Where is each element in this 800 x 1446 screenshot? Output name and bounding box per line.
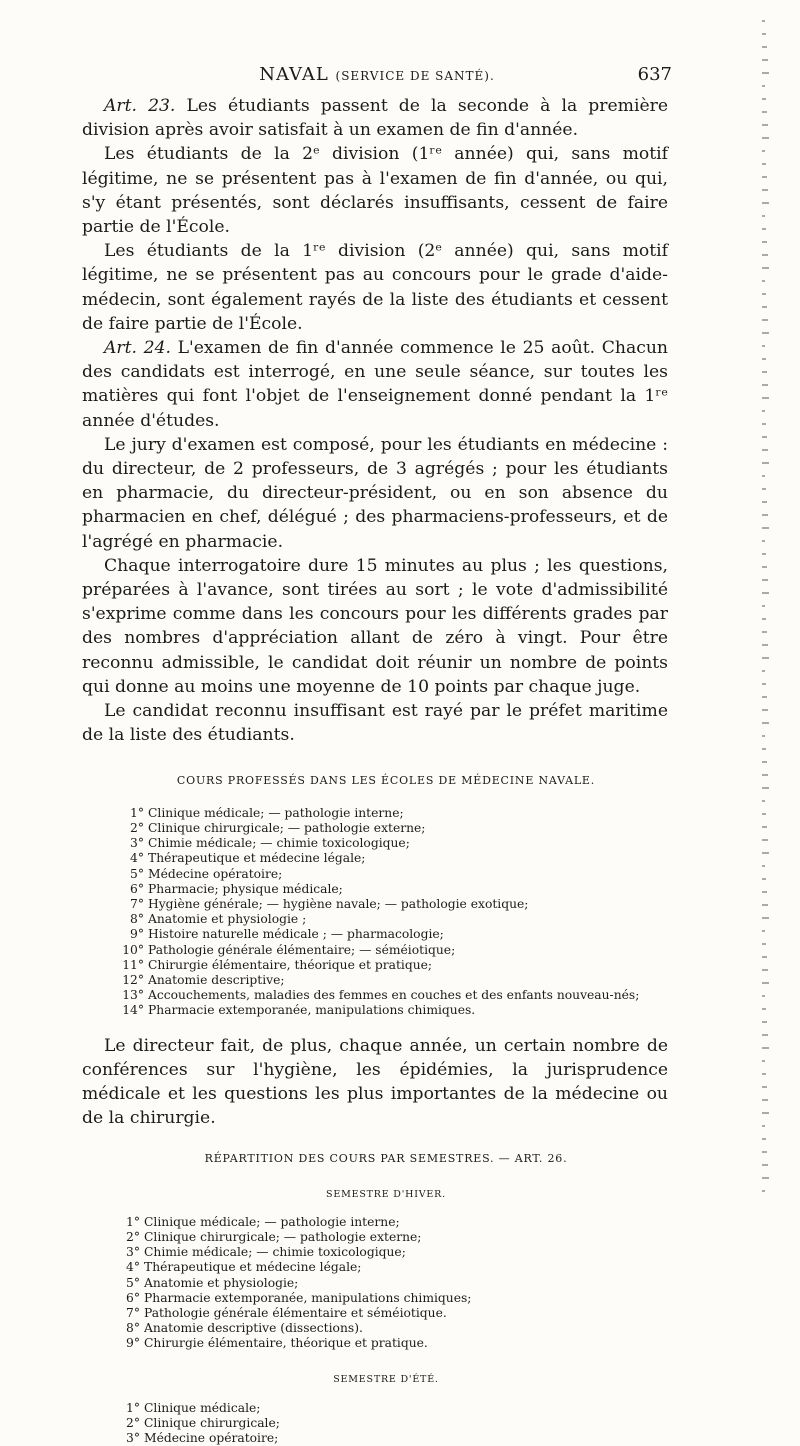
item-text: Pharmacie extemporanée, manipulations chimiques; [144,1290,472,1305]
scan-mark [762,176,767,178]
paragraph-text: Le jury d'examen est composé, pour les étudiants en médecine : du directeur, de 2 professeurs, de 3 agrégés ; pour les étudiants en pharmacie, du directeur-président, ou en son absence du pharmacien en chef, délégué ; des pharmaciens-professeurs, et de l'agrégé en pharmacie. [82,434,668,552]
list-item [116,1003,668,1018]
list-item [112,1306,668,1321]
scan-mark [762,904,768,906]
list-item [116,988,668,1003]
scan-mark [762,254,768,256]
running-title-main: NAVAL [259,64,329,85]
list-item [112,1336,668,1351]
article-paragraph [82,554,668,699]
paragraph-text: L'examen de fin d'année commence le 25 août. Chacun des candidats est interrogé, en une seule séance, sur toutes les matières qui font l'objet de l'enseignement donné pendant la 1ʳᵉ année d'études. [82,338,668,431]
winter-heading: SEMESTRE D'HIVER. [326,1188,446,1200]
scan-mark [762,683,766,685]
scan-mark [762,345,765,347]
scan-mark [762,1177,769,1179]
item-number: 4° [130,851,144,866]
article-paragraph [82,433,668,554]
scan-mark [762,514,768,516]
page-number: 637 [637,64,672,85]
scan-mark [762,475,765,477]
item-number: 10° [122,942,144,957]
scan-mark [762,1138,766,1140]
scan-mark [762,280,765,282]
item-number: 1° [126,1400,140,1415]
scan-mark [762,163,766,165]
item-text: Pharmacie; physique médicale; [148,881,343,896]
scan-mark [762,1034,768,1036]
scan-mark [762,501,767,503]
scan-mark [762,748,766,750]
scan-mark [762,46,767,48]
list-item [116,958,668,973]
scan-mark [762,839,768,841]
scan-mark [762,462,769,464]
item-number: 9° [126,1336,140,1351]
list-item [112,1431,668,1446]
scan-mark [762,1060,765,1062]
list-item [116,806,668,821]
list-item [112,1260,668,1275]
scan-mark [762,488,766,490]
item-text: Anatomie descriptive; [148,972,285,987]
scan-mark [762,670,765,672]
scan-mark [762,644,768,646]
article-paragraph [82,336,668,433]
scan-mark [762,917,769,919]
courses-heading: COURS PROFESSÉS DANS LES ÉCOLES DE MÉDECINE NAVALE. [176,774,596,788]
scan-mark [762,410,765,412]
item-number: 8° [130,912,144,927]
list-item [112,1215,668,1230]
scan-mark [762,709,768,711]
paragraph-text: Les étudiants de la 2ᵉ division (1ʳᵉ année) qui, sans motif légitime, ne se présentent pas à l'examen de fin d'année, ou qui, s'y étant présentés, sont déclarés insuffisants, cessent de faire partie de l'École. [82,144,668,238]
list-item [112,1245,668,1260]
summer-courses-list [112,1401,668,1446]
winter-courses-list [112,1215,668,1352]
scan-mark [762,397,769,399]
item-text: Clinique médicale; — pathologie interne; [148,805,404,820]
list-item [116,882,668,897]
item-text: Clinique chirurgicale; — pathologie externe; [148,820,426,835]
list-item [116,912,668,927]
scan-mark [762,72,769,74]
article-number: Art. 23. [104,96,176,116]
scan-mark [762,696,767,698]
item-number: 2° [126,1229,140,1244]
list-item [112,1416,668,1431]
list-item [116,943,668,958]
list-item [116,897,668,912]
scan-mark [762,20,765,22]
item-number: 5° [130,866,144,881]
item-text: Accouchements, maladies des femmes en couches et des enfants nouveau-nés; [148,988,640,1003]
scan-mark [762,800,765,802]
scan-mark [762,189,768,191]
item-text: Chimie médicale; — chimie toxicologique; [144,1245,406,1260]
list-item [112,1401,668,1416]
scan-mark [762,774,768,776]
paragraph-text: Les étudiants de la 1ʳᵉ division (2ᵉ année) qui, sans motif légitime, ne se présentent pas au concours pour le grade d'aide-médecin, sont également rayés de la liste des étudiants et cessent de faire partie de l'École. [82,241,668,334]
page-header [82,64,672,94]
item-text: Chimie médicale; — chimie toxicologique; [148,836,410,851]
scan-mark [762,982,769,984]
scan-mark [762,878,766,880]
scan-mark [762,449,768,451]
scan-mark [762,202,769,204]
scan-mark [762,150,765,152]
item-text: Clinique médicale; [144,1400,261,1415]
item-number: 3° [126,1431,140,1446]
scan-mark [762,111,767,113]
item-number: 2° [126,1415,140,1430]
scan-mark [762,956,767,958]
scan-mark [762,1125,765,1127]
item-number: 2° [130,820,144,835]
list-item [112,1291,668,1306]
scan-mark [762,631,767,633]
item-number: 3° [126,1245,140,1260]
scan-mark [762,1021,767,1023]
scan-mark [762,735,765,737]
scan-mark [762,228,766,230]
scan-mark [762,865,765,867]
item-text: Médecine opératoire; [144,1431,279,1446]
margin-scan-marks [758,20,782,1210]
body-text [82,94,668,1446]
item-text: Clinique chirurgicale; — pathologie externe; [144,1229,422,1244]
summer-heading: SEMESTRE D'ÉTÉ. [333,1373,439,1385]
courses-list [116,806,668,1019]
running-title [82,64,672,85]
scan-mark [762,319,768,321]
scan-mark [762,995,765,997]
scan-mark [762,722,769,724]
scan-mark [762,787,769,789]
scan-mark [762,332,769,334]
item-number: 14° [122,1003,144,1018]
item-number: 5° [126,1275,140,1290]
item-text: Pathologie générale élémentaire; — séméiotique; [148,942,456,957]
scan-mark [762,371,767,373]
item-number: 6° [126,1290,140,1305]
item-text: Anatomie et physiologie; [144,1275,299,1290]
scan-mark [762,657,769,659]
scan-mark [762,1164,768,1166]
scan-mark [762,1073,766,1075]
list-item [116,821,668,836]
scan-mark [762,930,765,932]
running-title-sub: (SERVICE DE SANTÉ). [335,69,495,83]
scan-mark [762,592,769,594]
item-number: 11° [122,957,144,972]
scan-mark [762,1099,768,1101]
list-item [116,927,668,942]
scan-mark [762,852,769,854]
scan-mark [762,761,767,763]
item-number: 13° [122,988,144,1003]
item-text: Pathologie générale élémentaire et séméiotique. [144,1305,447,1320]
scan-mark [762,241,767,243]
item-text: Thérapeutique et médecine légale; [144,1260,362,1275]
item-number: 1° [130,805,144,820]
item-text: Thérapeutique et médecine légale; [148,851,366,866]
scan-mark [762,1112,769,1114]
article-paragraph [82,142,668,239]
list-item [112,1321,668,1336]
scan-mark [762,384,768,386]
scan-mark [762,1086,767,1088]
scan-mark [762,293,766,295]
scan-mark [762,267,769,269]
scan-mark [762,618,766,620]
item-number: 7° [130,896,144,911]
scan-mark [762,527,769,529]
item-text: Clinique médicale; — pathologie interne; [144,1214,400,1229]
article-paragraph [82,94,668,142]
scan-mark [762,540,765,542]
scan-mark [762,605,765,607]
scan-mark [762,1008,766,1010]
scan-mark [762,943,766,945]
list-item [116,973,668,988]
scan-mark [762,124,768,126]
article-paragraphs [82,94,668,747]
paragraph-text: Les étudiants passent de la seconde à la première division après avoir satisfait à un examen de fin d'année. [82,96,669,141]
article-paragraph [82,239,668,336]
paragraph-text: Le candidat reconnu insuffisant est rayé par le préfet maritime de la liste des étudiants. [82,701,668,746]
item-text: Pharmacie extemporanée, manipulations chimiques. [148,1003,476,1018]
scan-mark [762,59,768,61]
item-number: 4° [126,1260,140,1275]
item-number: 8° [126,1321,140,1336]
scan-mark [762,137,769,139]
scan-mark [762,813,766,815]
scan-mark [762,891,767,893]
item-text: Anatomie descriptive (dissections). [144,1321,363,1336]
list-item [116,836,668,851]
item-number: 9° [130,927,144,942]
list-item [116,867,668,882]
list-item [112,1276,668,1291]
semesters-heading: RÉPARTITION DES COURS PAR SEMESTRES. — ART. 26. [204,1152,568,1166]
scan-mark [762,423,766,425]
article-paragraph [82,699,668,747]
item-text: Anatomie et physiologie ; [148,912,307,927]
paragraph-text: Chaque interrogatoire dure 15 minutes au plus ; les questions, préparées à l'avance, sont tirées au sort ; le vote d'admissibilité s'exprime comme dans les concours pour les différents grades par des nombres d'appréciation allant de zéro à vingt. Pour être reconnu admissible, le candidat doit réunir un nombre de points qui donne au moins une moyenne de 10 points par chaque juge. [82,555,668,697]
scan-mark [762,566,767,568]
scan-mark [762,215,765,217]
item-text: Médecine opératoire; [148,866,283,881]
item-text: Chirurgie élémentaire, théorique et pratique. [144,1336,428,1351]
article-number: Art. 24. [104,338,171,359]
list-item [112,1230,668,1245]
scan-mark [762,1151,767,1153]
list-item [116,851,668,866]
item-text: Hygiène générale; — hygiène navale; — pathologie exotique; [148,896,529,911]
item-text: Chirurgie élémentaire, théorique et pratique; [148,957,433,972]
item-number: 7° [126,1305,140,1320]
scan-mark [762,969,768,971]
scan-mark [762,85,765,87]
scan-mark [762,1190,765,1192]
item-number: 12° [122,972,144,987]
item-number: 6° [130,881,144,896]
conferences-paragraph: Le directeur fait, de plus, chaque année, un certain nombre de conférences sur l'hygiène, les épidémies, la jurisprudence médicale et les questions les plus importantes de la médecine ou de la chirurgie. [82,1035,668,1129]
item-text: Clinique chirurgicale; [144,1415,280,1430]
scan-mark [762,579,768,581]
item-number: 1° [126,1214,140,1229]
scan-mark [762,1047,769,1049]
scan-mark [762,306,767,308]
item-text: Histoire naturelle médicale ; — pharmacologie; [148,927,444,942]
scan-mark [762,553,766,555]
scan-mark [762,436,767,438]
scan-mark [762,33,766,35]
item-number: 3° [130,836,144,851]
scan-mark [762,98,766,100]
scan-mark [762,826,767,828]
scan-mark [762,358,766,360]
